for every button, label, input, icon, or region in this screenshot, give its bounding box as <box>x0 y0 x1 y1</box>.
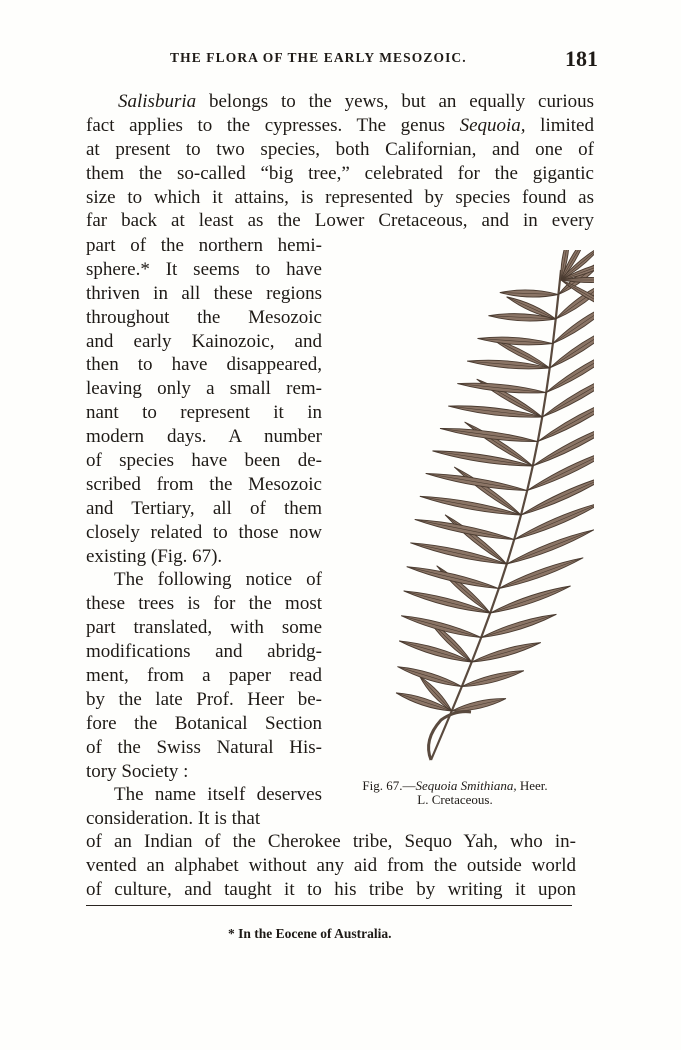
text-line: closely related to those now <box>86 521 322 543</box>
text-line: at present to two species, both Californian, and one of <box>86 138 594 160</box>
leaf-midrib <box>481 614 556 637</box>
text-line: throughout the Mesozoic <box>86 306 322 328</box>
text-line: existing (Fig. 67). <box>86 545 223 567</box>
running-head: THE FLORA OF THE EARLY MESOZOIC. <box>170 50 467 65</box>
figure-caption: Fig. 67.—Sequoia Smithiana, Heer. L. Cretaceous. <box>362 778 548 807</box>
narrow-column-text <box>86 234 322 831</box>
text-line: The following notice of <box>114 569 322 591</box>
text-line: thriven in all these regions <box>86 282 322 304</box>
text-line: sphere.* It seems to have <box>86 258 322 280</box>
text-line: ment, from a paper read <box>86 665 322 687</box>
footnote: * In the Eocene of Australia. <box>228 926 392 941</box>
branch-group <box>396 250 594 760</box>
text-line: far back at least as the Lower Cretaceous, and in every <box>86 210 594 232</box>
text-line: modern days. A number <box>86 426 322 448</box>
text-line: of species have been de- <box>86 450 322 472</box>
intro-paragraph <box>86 90 594 233</box>
text-line: and Tertiary, all of them <box>86 497 322 519</box>
closing-paragraph <box>86 830 576 902</box>
leaf-midrib <box>490 586 570 613</box>
leaf-midrib <box>472 643 541 662</box>
text-line: vented an alphabet without any aid from the outside world <box>86 854 576 876</box>
text-line: leaving only a small rem- <box>86 378 322 400</box>
text-line: nant to represent it in <box>86 402 322 424</box>
text-line: by the late Prof. Heer be- <box>86 688 322 710</box>
leaf-midrib <box>426 473 527 490</box>
footnote-rule <box>86 905 572 906</box>
text-line: of the Swiss Natural His- <box>86 736 322 758</box>
text-line: scribed from the Mesozoic <box>86 473 322 495</box>
text-line: them the so-called “big tree,” celebrated for the gigantic <box>86 162 594 184</box>
page-header <box>86 46 598 74</box>
text-line: tory Society : <box>86 760 189 782</box>
leaf-midrib <box>415 519 514 539</box>
text-line: these trees is for the most <box>86 593 322 615</box>
leaf-midrib <box>462 671 524 687</box>
text-line: Salisburia belongs to the yews, but an equally curious <box>118 91 594 112</box>
text-line: consideration. It is that <box>86 808 261 830</box>
text-line: The name itself deserves <box>114 784 322 806</box>
leaf-midrib <box>452 699 506 711</box>
page-number: 181 <box>565 46 598 71</box>
text-line: size to which it attains, is represented by species found as <box>86 186 594 208</box>
leaf-midrib <box>407 567 499 589</box>
text-line: part translated, with some <box>86 617 322 639</box>
text-line: and early Kainozoic, and <box>86 330 322 352</box>
sequoia-branch-illustration <box>336 250 594 770</box>
text-line: modifications and abridg- <box>86 641 322 663</box>
text-line: fore the Botanical Section <box>86 712 322 734</box>
text-line: then to have disappeared, <box>86 354 322 376</box>
text-line: part of the northern hemi- <box>86 235 322 256</box>
text-line: of culture, and taught it to his tribe by writing it upon <box>86 878 576 900</box>
text-line: of an Indian of the Cherokee tribe, Sequo Yah, who in- <box>86 831 576 852</box>
text-line: fact applies to the cypresses. The genus Sequoia, limited <box>86 114 594 136</box>
